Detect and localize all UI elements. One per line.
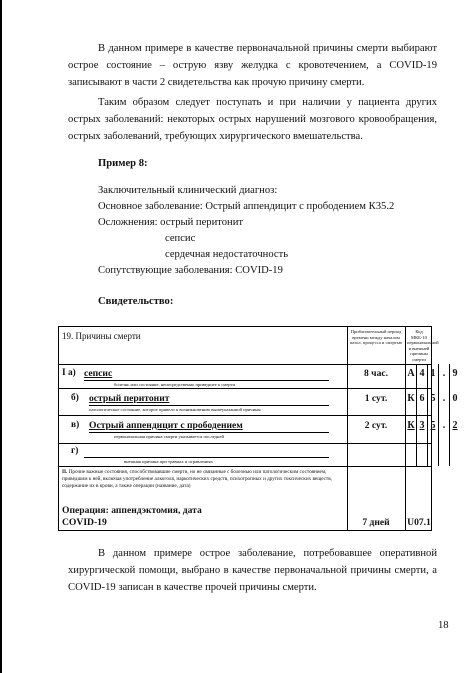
code-char: 5 <box>430 393 436 404</box>
complications: Осложнения: острый перитонит <box>98 217 244 228</box>
complication-sepsis: сепсис <box>165 233 196 244</box>
code-char: 4 <box>419 368 425 379</box>
code-char: К <box>407 393 415 404</box>
comorbidities: Сопутствующие заболевания: COVID-19 <box>98 265 283 276</box>
code-char: 3 <box>419 420 425 431</box>
diagnosis-appendicitis: Острый аппендицит с прободением <box>89 420 243 431</box>
code-cell-divider <box>438 364 439 466</box>
interval-header: Приблизительный период времени между началом патол. процесса и смертью <box>349 329 403 346</box>
causes-header: 19. Причины смерти <box>62 331 141 341</box>
code-char: 1 <box>430 368 436 379</box>
code-cell-divider <box>427 364 428 466</box>
page-number: 18 <box>438 620 449 631</box>
death-certificate-table <box>58 326 458 531</box>
paragraph-2: Таким образом следует поступать и при наличии у пациента других острых заболеваний: некоторых острых нарушений мозгового кровообращения, острых заболеваний, требующих хирургического вмешательства. <box>68 97 437 142</box>
row-divider <box>59 466 431 467</box>
entry-line <box>89 432 329 433</box>
interval-b: 1 сут. <box>364 393 388 404</box>
code-char: 2 <box>452 420 458 431</box>
code-char: 5 <box>430 420 436 431</box>
code-cell-divider <box>416 364 417 466</box>
paragraph-3: В данном примере острое заболевание, потребовавшее оперативной хирургической помощи, выбрано в качестве первоначальной причины смерти, а COVID-19 записан в качестве прочей причины смерти. <box>68 548 437 593</box>
diagnosis-heading: Заключительный клинический диагноз: <box>98 185 278 196</box>
section-2-interval: 7 дней <box>362 517 390 528</box>
row-label-a: I а) <box>62 368 76 378</box>
row-label-d: г) <box>71 446 79 456</box>
section-2-instructions <box>62 469 344 490</box>
left-border-line <box>0 0 2 673</box>
section-2-text: Прочие важные состояния, способствовавшие смерти, но не связанные с болезнью или патологическим состоянием, приведшим к ней, включая употребление алкоголя, наркотических средств, психотропных и других токсических веществ, содержание их в крови, а также операции (название, дата) <box>62 469 332 489</box>
main-disease: Основное заболевание: Острый аппендицит с прободением К35.2 <box>98 201 395 212</box>
code-char: 9 <box>452 368 458 379</box>
code-cell-divider <box>449 364 450 466</box>
entry-line <box>84 457 329 458</box>
caption-a: болезнь или состояние, непосредственно приведшее к смерти <box>114 382 235 387</box>
certificate-title: Свидетельство: <box>98 296 174 307</box>
code-char: . <box>442 420 446 431</box>
caption-b: патологическое состояние, которое привело к возникновению вышеуказанной причины <box>89 407 261 412</box>
row-divider <box>59 443 431 444</box>
interval-c: 2 сут. <box>364 420 388 431</box>
diagnosis-sepsis: сепсис <box>84 368 113 379</box>
example-title: Пример 8: <box>98 158 148 169</box>
code-char: . <box>442 368 446 379</box>
caption-c: первоначальная причина смерти указывается последней <box>114 434 224 439</box>
row-divider <box>59 415 431 416</box>
complication-heart-failure: сердечная недостаточность <box>165 249 289 260</box>
interval-a: 8 час. <box>363 368 389 379</box>
diagnosis-peritonitis: острый перитонит <box>89 393 170 404</box>
row-label-c: в) <box>71 420 80 430</box>
code-char: . <box>442 393 446 404</box>
row-label-b: б) <box>71 393 79 403</box>
section-2-code: U07.1 <box>407 517 431 528</box>
caption-d: внешняя причина при травмах и отравлениях <box>124 459 213 464</box>
operation-entry: Операция: аппендэктомия, дата <box>62 505 202 516</box>
code-char: А <box>407 368 415 379</box>
row-divider <box>59 364 431 365</box>
code-char: 0 <box>452 393 458 404</box>
code-char: 6 <box>419 393 425 404</box>
icd-code-header: Код МКБ-10 первоначальной и внешней причины смерти <box>407 329 439 362</box>
section-2-numeral: II. <box>62 469 68 475</box>
code-char: К <box>407 420 415 431</box>
paragraph-1: В данном примере в качестве первоначальной причины смерти выбирают острое состояние – острую язву желудка с кровотечением, а COVID-19 записывают в части 2 свидетельства как прочую причину смерти. <box>68 43 437 88</box>
entry-line <box>89 405 329 406</box>
other-condition-entry: COVID-19 <box>62 517 107 528</box>
entry-line <box>84 380 329 381</box>
row-divider <box>59 388 431 389</box>
